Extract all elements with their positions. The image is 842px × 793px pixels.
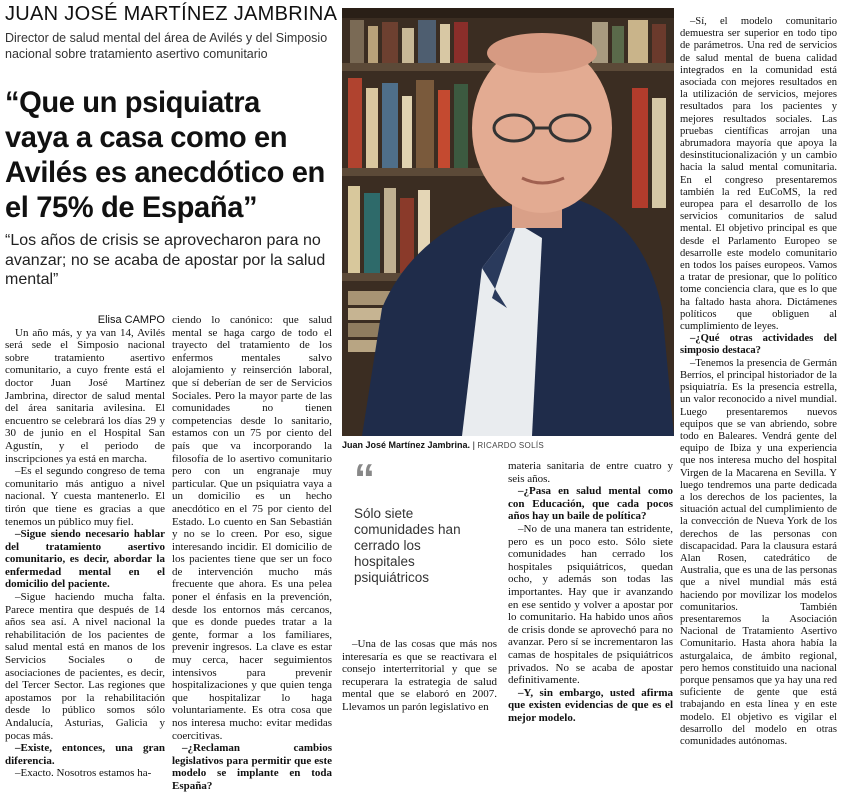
paragraph: –Sigue haciendo mucha falta. Parece mentira que después de 14 años sea así. A nivel nacional la rehabilitación de los pacientes de salud mental está en manos de los Servicios Sociales o de asociaciones de pacientes, es decir, del Tercer Sector. Las regiones que apostamos por la rehabilitación desde lo público somos sólo Andalucía, Asturias, Galicia y pocas más. [5, 591, 165, 742]
paragraph: –Tenemos la presencia de Germán Berríos, el principal historiador de la psiquiatría. Es la presencia estrella, un valor reconocido a nivel mundial. Luego presentaremos nuevos equipos que se van abriendo, sobre todo en Baleares. Vendrá gente del equipo de Ibiza y una experiencia que nos interesa mucho del hospital Virgen de la Macarena en Sevilla. Y luego tendremos una parte dedicada a los derechos de los pacientes, la situación actual del cumplimiento de la convección de Nueva York de los derechos de las personas con discapacidad. Para la clausura estará Alan Rosen, catedrático de Australia, que es una de las personas que a nivel mundial más está haciendo por movilizar los modelos comunitarios. También presentaremos la Asociación Nacional de Tratamiento Asertivo Comunitario. Hasta ahora había la asturgalaica, de ámbito regional, pero hemos constituido una nacional porque pensamos que ya hay una red suficiente de gente que está trabajando en esta línea y en este modelo. El objetivo es vigilar el desarrollo del modelo en otras comunidades autónomas. [680, 357, 837, 747]
paragraph: Un año más, y ya van 14, Avilés será sede el Simposio nacional sobre tratamiento asertivo comunitario, a cuyo frente está el doctor Juan José Martínez Jambrina, director de salud mental del área sanitaria avilesina. El encuentro se celebrará los días 29 y 30 de junio en el Hospital San Agustín, y el periodo de inscripciones ya está en marcha. [5, 326, 165, 465]
pullquote-text: Sólo siete comunidades han cerrado los hospitales psiquiátricos [354, 506, 461, 585]
paragraph: –Sí, el modelo comunitario demuestra ser superior en todo tipo de parámetros. Una red de servicios de salud mental de buena calidad integrados en la comunidad está asociada con mejores resultados en la utilización de servicios, mejores resultados para los pacientes y mejores resultados sociales. Las pruebas científicas arrojan una abrumadora mayoría que apoya la desinstitucionalización y un cambio hacia la salud mental comunitaria. En el congreso presentaremos también la red EuCoMS, la red europea para el desarrollo de los servicios comunitarios de salud mental. El objetivo principal es que desde el Parlamento Europeo se desarrolle este modelo comunitario en todos los países europeos. Vamos a tratar de presionar, que lo político tome conciencia clara, que es lo que ha faltado hasta ahora. Dictámenes políticos que obliguen al cumplimiento de leyes. [680, 16, 837, 333]
caption-name: Juan José Martínez Jambrina. [342, 440, 471, 450]
question: –Sigue siendo necesario hablar del tratamiento asertivo comunitario, es decir, abordar la enfermedad mental en el domicilio del paciente. [5, 528, 165, 591]
question: –¿Qué otras actividades del simposio destaca? [680, 333, 837, 357]
caption-credit: RICARDO SOLÍS [477, 441, 544, 450]
interviewee-name: JUAN JOSÉ MARTÍNEZ JAMBRINA [5, 3, 338, 25]
subheadline: “Los años de crisis se aprovecharon para no avanzar; no se acaba de apostar por la salud mental” [5, 232, 326, 288]
paragraph: –Una de las cosas que más nos interesaría es que se reactivara el consejo interterritorial y que se recuperara la estrategia de salud mental que se elaboró en 2007. Llevamos un parón legislativo en [342, 638, 497, 713]
question: –¿Pasa en salud mental como con Educación, que cada pocos años hay un baile de política? [508, 485, 673, 523]
article-column-5 [680, 16, 837, 748]
question: –Existe, entonces, una gran diferencia. [5, 742, 165, 767]
portrait-illustration [342, 8, 674, 436]
paragraph: –Es el segundo congreso de tema comunitario más antiguo a nivel nacional. Y cuesta mantenerlo. El tirón que tiene es gracias a que tenemos un público muy fiel. [5, 465, 165, 528]
interviewee-role: Director de salud mental del área de Avilés y del Simposio nacional sobre tratamiento asertivo comunitario [5, 31, 328, 61]
headline: “Que un psiquiatra vaya a casa como en Avilés es anecdótico en el 75% de España” [5, 86, 325, 224]
portrait-photo [342, 8, 674, 436]
article-column-4 [508, 460, 673, 724]
quote-mark-icon: “ [354, 455, 375, 502]
paragraph: –Exacto. Nosotros estamos ha- [15, 767, 152, 780]
question: –¿Reclaman cambios legislativos para permitir que este modelo se implante en toda España? [172, 742, 332, 792]
article-column-3 [342, 638, 497, 714]
question: –Y, sin embargo, usted afirma que existen evidencias de que es el mejor modelo. [508, 686, 673, 724]
photo-caption: Juan José Martínez Jambrina. | RICARDO SOLÍS [342, 440, 544, 450]
paragraph: ciendo lo canónico: que salud mental se haga cargo de todo el trayecto del tratamiento de los enfermos mentales salvo alojamiento y reinserción laboral, que sí deberían de ser de Servicios Sociales. Pero la mayor parte de las comunidades no tienen competencias desde lo sanitario, estamos con un 75 por ciento del país que va incorporando la filosofía de lo asertivo comunitario pero con un engranaje muy particular. Que un psiquiatra vaya a un domicilio es un hecho anecdótico en el 75 por ciento del Estado. Lo cuento en San Sebastián y no se lo creen. Por eso, sigue interesando incidir. El domicilio de los pacientes tiene que ser un foco de intervención mucho más frecuente que ahora. Es una pelea poner el énfasis en la prevención, desde los entornos más cercanos, que es donde puedes tratar a la gente, formar a los familiares, prevenir ingresos. La clave es estar muy cerca, hacer seguimientos intensivos para prevenir hospitalizaciones y que quien tenga que hospitalizar lo haga voluntariamente. Es otra cosa que nos interesa mucho: evitar medidas coercitivas. [172, 314, 332, 742]
paragraph: materia sanitaria de entre cuatro y seis años. [508, 460, 673, 485]
byline: Elisa CAMPO [97, 314, 165, 326]
article-column-1 [5, 314, 165, 780]
pullquote [354, 455, 484, 586]
article-column-2 [172, 314, 332, 793]
paragraph: –No de una manera tan estridente, pero es un poco esto. Sólo siete comunidades han cerrado los hospitales psiquiátricos, quedan ocho, y además son todas las importantes. Hay que ir avanzando en ese sentido y volver a apostar por lo comunitario. Ha habido unos años de crisis donde se aprovechó para no avanzar. Pero sí se incrementaron las camas de hospitales de psiquiátricos privados. No se acaba de apostar definitivamente. [508, 522, 673, 687]
